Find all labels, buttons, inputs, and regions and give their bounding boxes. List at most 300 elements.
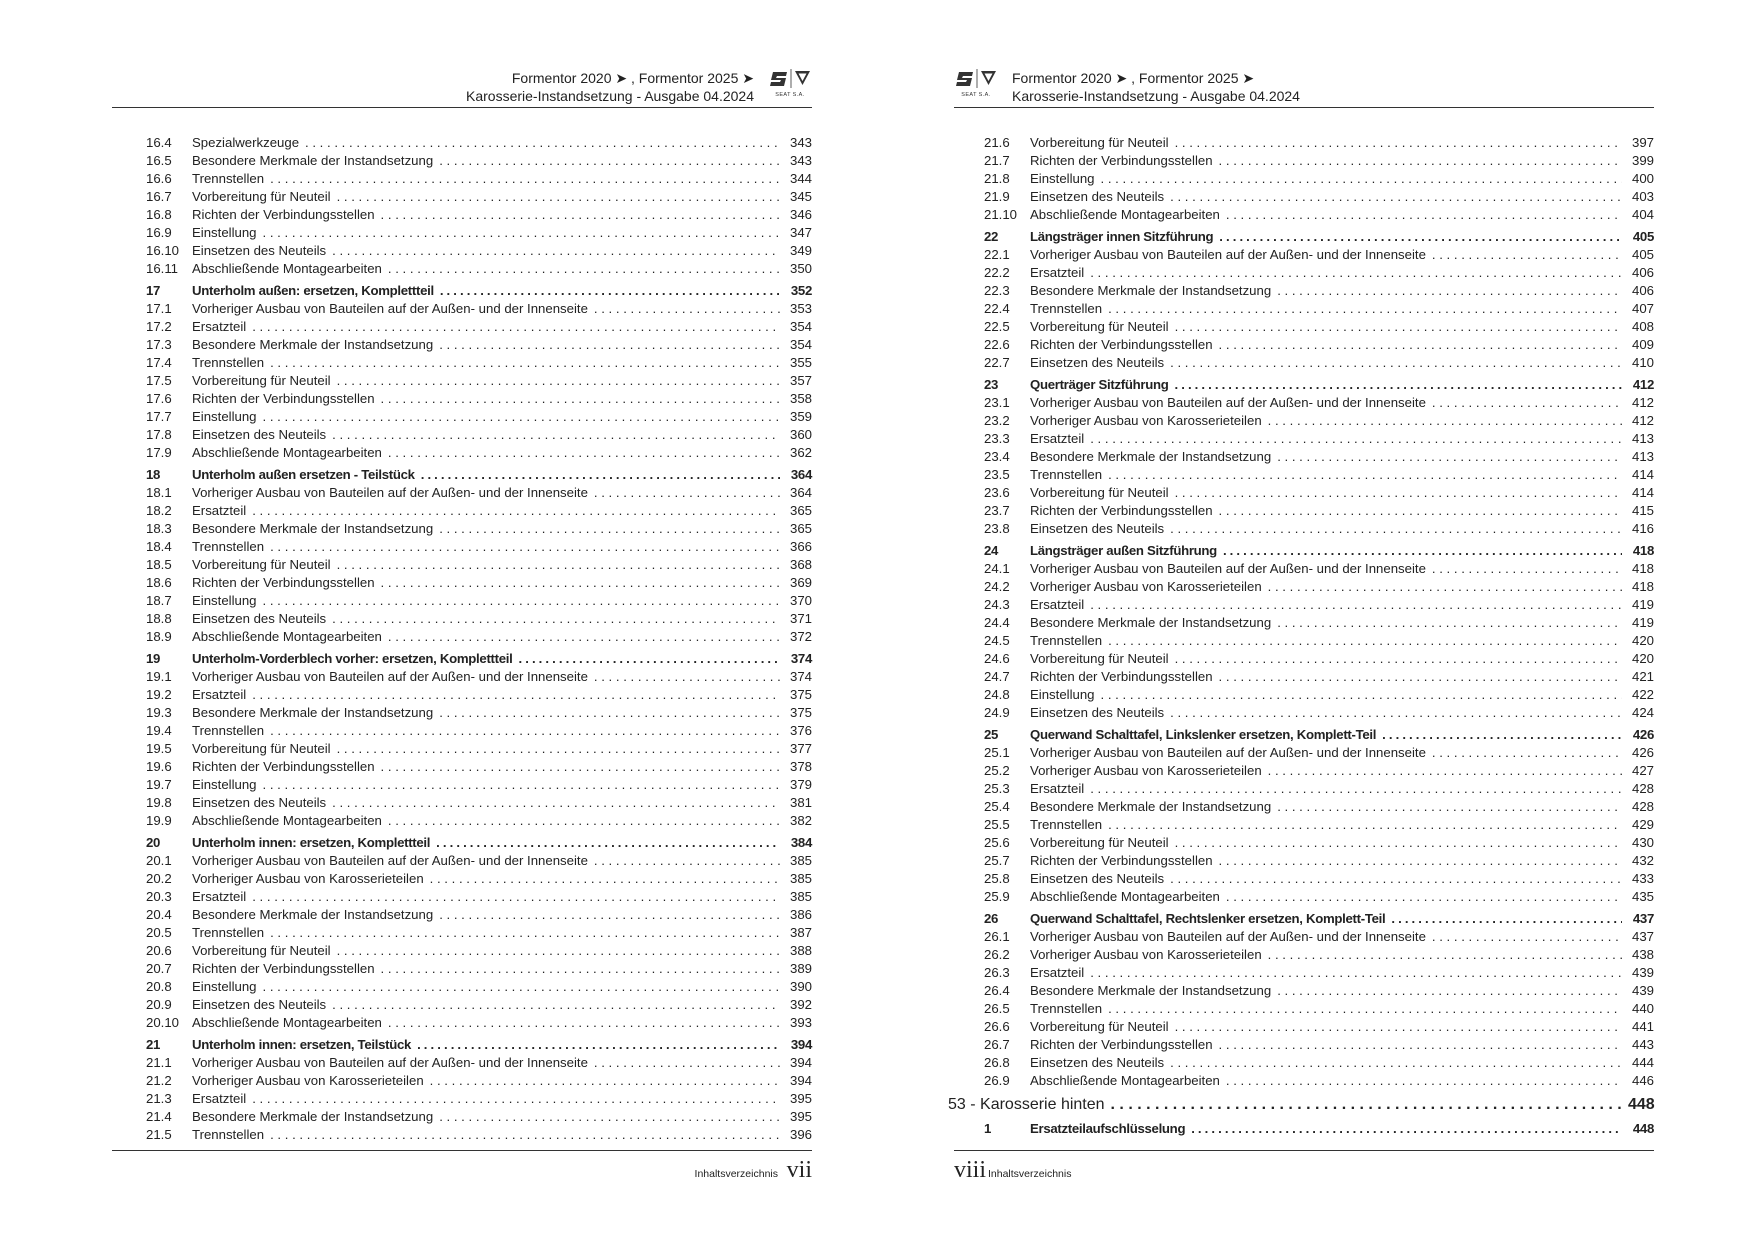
toc-entry-page: 410 [1631,355,1654,370]
toc-entry[interactable] [984,318,1654,336]
toc-entry-number: 16.9 [146,225,172,240]
toc-entry-page: 388 [789,943,812,958]
toc-chapter-entry[interactable] [146,834,812,852]
toc-entry-number: 25.1 [984,745,1010,760]
toc-entry-number: 18.9 [146,629,172,644]
toc-entry-title: Längsträger innen Sitzführung [1030,229,1214,244]
toc-entry[interactable] [146,686,812,704]
toc-entry[interactable] [984,686,1654,704]
toc-entry[interactable] [984,578,1654,596]
toc-entry-page: 392 [789,997,812,1012]
toc-entry[interactable] [984,852,1654,870]
toc-entry[interactable] [984,412,1654,430]
toc-entry[interactable] [984,560,1654,578]
toc-entry-number: 25.7 [984,853,1010,868]
toc-entry-page: 385 [789,853,812,868]
toc-entry[interactable] [146,152,812,170]
dot-leader [1101,170,1622,188]
toc-entry-number: 22.7 [984,355,1010,370]
toc-entry[interactable] [984,1018,1654,1036]
dot-leader [1268,578,1622,596]
dot-leader [1090,264,1622,282]
toc-entry-page: 354 [789,337,812,352]
toc-entry[interactable] [146,852,812,870]
toc-entry-title: Besondere Merkmale der Instandsetzung [1030,983,1272,998]
toc-entry-title: Ersatzteilaufschlüsselung [1030,1121,1186,1136]
toc-entry-page: 433 [1631,871,1654,886]
toc-entry-page: 346 [789,207,812,222]
toc-entry-number: 24.1 [984,561,1010,576]
dot-leader [1268,762,1622,780]
toc-entry[interactable] [146,978,812,996]
toc-entry-number: 18.6 [146,575,172,590]
toc-entry[interactable] [146,224,812,242]
toc-entry-title: Vorheriger Ausbau von Bauteilen auf der Außen- und der Innenseite [192,485,588,500]
toc-entry-number: 16.7 [146,189,172,204]
toc-entry[interactable] [146,668,812,686]
toc-entry-number: 23 [984,377,999,392]
dot-leader [1223,542,1622,560]
dot-leader [1170,354,1622,372]
toc-entry[interactable] [984,354,1654,372]
toc-entry-title: Richten der Verbindungsstellen [1030,503,1213,518]
dot-leader [1175,650,1622,668]
toc-entry[interactable] [984,1000,1654,1018]
dot-leader [388,812,780,830]
dot-leader [1174,376,1622,394]
dot-leader [332,996,780,1014]
toc-entry-number: 24.2 [984,579,1010,594]
dot-leader [332,610,780,628]
toc-entry-number: 17.9 [146,445,172,460]
toc-chapter-entry[interactable] [984,1120,1654,1138]
toc-entry[interactable] [146,704,812,722]
toc-entry-title: Besondere Merkmale der Instandsetzung [1030,283,1272,298]
toc-entry-title: Einstellung [192,979,257,994]
header-rule [112,107,812,108]
toc-entry[interactable] [146,206,812,224]
toc-entry[interactable] [146,574,812,592]
footer-rule [954,1150,1654,1151]
toc-entry-page: 375 [789,705,812,720]
toc-entry[interactable] [146,538,812,556]
toc-entry[interactable] [146,628,812,646]
dot-leader [430,870,780,888]
toc-entry[interactable] [984,870,1654,888]
toc-entry-number: 25.8 [984,871,1010,886]
toc-entry[interactable] [984,780,1654,798]
toc-entry[interactable] [984,632,1654,650]
toc-entry-title: Einsetzen des Neuteils [1030,521,1165,536]
toc-entry-number: 25.9 [984,889,1010,904]
toc-entry[interactable] [146,188,812,206]
dot-leader [388,444,780,462]
toc-entry[interactable] [146,260,812,278]
toc-entry[interactable] [984,964,1654,982]
toc-entry[interactable] [984,888,1654,906]
dot-leader [252,318,780,336]
toc-entry[interactable] [984,668,1654,686]
dot-leader [381,390,780,408]
toc-entry-number: 25.5 [984,817,1010,832]
dot-leader [1108,466,1622,484]
toc-entry-title: Abschließende Montagearbeiten [192,813,382,828]
toc-entry[interactable] [984,430,1654,448]
toc-entry-page: 412 [1632,377,1654,392]
toc-entry-page: 376 [789,723,812,738]
toc-entry-number: 25.3 [984,781,1010,796]
toc-entry-page: 424 [1631,705,1654,720]
toc-entry-title: Einsetzen des Neuteils [192,795,327,810]
toc-entry-page: 426 [1632,727,1654,742]
footer-label: Inhaltsverzeichnis [694,1168,778,1180]
toc-entry-page: 407 [1631,301,1654,316]
toc-entry[interactable] [146,740,812,758]
toc-entry[interactable] [984,206,1654,224]
dot-leader [252,888,780,906]
toc-entry-page: 437 [1632,911,1654,926]
toc-entry[interactable] [984,816,1654,834]
toc-entry-page: 370 [789,593,812,608]
toc-entry[interactable] [984,300,1654,318]
toc-entry[interactable] [984,134,1654,152]
dot-leader [1090,964,1622,982]
toc-entry[interactable] [146,408,812,426]
toc-entry[interactable] [146,170,812,188]
toc-entry[interactable] [146,336,812,354]
dot-leader [1432,928,1622,946]
dot-leader [270,354,780,372]
dot-leader [1219,668,1622,686]
toc-entry-number: 18.2 [146,503,172,518]
dot-leader [332,426,780,444]
dot-leader [1382,726,1622,744]
dot-leader [1277,798,1622,816]
toc-entry-page: 406 [1631,265,1654,280]
toc-entry-title: Abschließende Montagearbeiten [1030,1073,1220,1088]
toc-entry-title: Vorbereitung für Neuteil [192,557,331,572]
toc-entry[interactable] [146,1126,812,1144]
toc-entry[interactable] [146,242,812,260]
toc-entry[interactable] [146,794,812,812]
toc-entry[interactable] [146,484,812,502]
toc-chapter-entry[interactable] [984,228,1654,246]
dot-leader [1268,946,1622,964]
toc-chapter-entry[interactable] [146,650,812,668]
toc-entry-page: 395 [789,1091,812,1106]
dot-leader [337,188,780,206]
dot-leader [252,502,780,520]
dot-leader [1226,888,1622,906]
toc-chapter-entry[interactable] [984,726,1654,744]
toc-entry-number: 24.7 [984,669,1010,684]
dot-leader [439,336,780,354]
dot-leader [270,170,780,188]
toc-entry-page: 414 [1631,485,1654,500]
toc-entry[interactable] [146,390,812,408]
toc-entry-title: Richten der Verbindungsstellen [1030,1037,1213,1052]
toc-entry[interactable] [984,928,1654,946]
toc-entry-title: Einsetzen des Neuteils [1030,189,1165,204]
toc-entry-number: 20 [146,835,161,850]
toc-entry-title: Vorbereitung für Neuteil [192,943,331,958]
toc-entry-page: 443 [1631,1037,1654,1052]
toc-chapter-entry[interactable] [146,1036,812,1054]
toc-entry-title: Besondere Merkmale der Instandsetzung [192,337,434,352]
dot-leader [263,408,780,426]
toc-list [948,134,1655,1138]
toc-entry[interactable] [146,906,812,924]
toc-entry[interactable] [146,556,812,574]
toc-entry-page: 347 [789,225,812,240]
dot-leader [1432,394,1622,412]
toc-entry[interactable] [146,134,812,152]
toc-entry-title: Besondere Merkmale der Instandsetzung [192,1109,434,1124]
toc-entry[interactable] [146,996,812,1014]
toc-entry-number: 22.6 [984,337,1010,352]
toc-entry-title: Besondere Merkmale der Instandsetzung [1030,799,1272,814]
toc-entry[interactable] [984,650,1654,668]
toc-section-heading[interactable] [948,1094,1654,1116]
toc-entry-title: Ersatzteil [192,687,247,702]
toc-entry-number: 18.8 [146,611,172,626]
toc-entry[interactable] [984,188,1654,206]
toc-entry[interactable] [146,300,812,318]
toc-entry-number: 20.10 [146,1015,180,1030]
dot-leader [1170,704,1622,722]
toc-entry-number: 26.8 [984,1055,1010,1070]
toc-entry[interactable] [146,960,812,978]
toc-entry[interactable] [984,484,1654,502]
dot-leader [1219,1036,1622,1054]
toc-entry-page: 408 [1631,319,1654,334]
toc-entry-page: 404 [1631,207,1654,222]
toc-entry-title: Vorbereitung für Neuteil [192,189,331,204]
toc-entry-title: Längsträger außen Sitzführung [1030,543,1217,558]
toc-entry[interactable] [984,1036,1654,1054]
toc-entry[interactable] [984,520,1654,538]
toc-entry-page: 413 [1631,449,1654,464]
toc-entry-page: 426 [1631,745,1654,760]
toc-entry-page: 343 [789,135,812,150]
toc-entry[interactable] [146,318,812,336]
toc-entry-number: 23.4 [984,449,1010,464]
toc-entry[interactable] [984,834,1654,852]
toc-entry[interactable] [146,520,812,538]
toc-entry-number: 18 [146,467,161,482]
toc-entry-title: Trennstellen [192,355,265,370]
toc-entry-title: 53 - Karosserie hinten [948,1096,1105,1113]
toc-chapter-entry[interactable] [984,542,1654,560]
toc-entry-page: 405 [1632,229,1654,244]
toc-chapter-entry[interactable] [984,910,1654,928]
toc-entry-page: 418 [1632,543,1654,558]
toc-entry-title: Unterholm innen: ersetzen, Teilstück [192,1037,412,1052]
toc-entry[interactable] [146,354,812,372]
dot-leader [421,466,780,484]
toc-entry[interactable] [984,282,1654,300]
toc-entry-page: 397 [1631,135,1654,150]
dot-leader [332,242,780,260]
toc-entry-title: Trennstellen [192,539,265,554]
toc-entry[interactable] [984,982,1654,1000]
toc-entry[interactable] [146,812,812,830]
toc-entry-title: Vorheriger Ausbau von Bauteilen auf der Außen- und der Innenseite [192,853,588,868]
toc-entry-title: Richten der Verbindungsstellen [192,207,375,222]
toc-entry-number: 25.4 [984,799,1010,814]
toc-entry[interactable] [146,924,812,942]
toc-entry-number: 19.6 [146,759,172,774]
toc-entry-title: Einstellung [192,777,257,792]
toc-entry-page: 364 [790,467,812,482]
toc-entry-number: 19.9 [146,813,172,828]
toc-entry-title: Abschließende Montagearbeiten [192,1015,382,1030]
toc-entry-page: 362 [789,445,812,460]
toc-entry[interactable] [146,592,812,610]
toc-entry[interactable] [984,614,1654,632]
logo-caption: SEAT S.A. [961,92,991,98]
dot-leader [1277,448,1622,466]
toc-entry-page: 394 [789,1055,812,1070]
toc-entry-number: 21.10 [984,207,1018,222]
toc-entry[interactable] [984,596,1654,614]
toc-entry-title: Trennstellen [1030,1001,1103,1016]
toc-entry-title: Vorheriger Ausbau von Bauteilen auf der Außen- und der Innenseite [192,301,588,316]
dot-leader [1170,870,1622,888]
toc-entry-page: 413 [1631,431,1654,446]
toc-entry[interactable] [984,946,1654,964]
toc-entry[interactable] [984,704,1654,722]
right-page-footer [954,1150,1654,1190]
toc-entry[interactable] [146,444,812,462]
toc-entry-title: Trennstellen [1030,633,1103,648]
toc-entry-number: 24.8 [984,687,1010,702]
toc-entry[interactable] [146,372,812,390]
dot-leader [594,852,780,870]
toc-chapter-entry[interactable] [146,466,812,484]
dot-leader [436,834,780,852]
toc-entry[interactable] [146,942,812,960]
toc-entry-page: 409 [1631,337,1654,352]
toc-entry-number: 22.1 [984,247,1010,262]
dot-leader [270,924,780,942]
toc-entry-number: 21 [146,1037,161,1052]
toc-entry-page: 422 [1631,687,1654,702]
dot-leader [439,906,780,924]
left-page-footer [112,1150,812,1190]
header-model-line: Formentor 2020 ➤ , Formentor 2025 ➤ [511,70,754,86]
toc-entry-number: 22.2 [984,265,1010,280]
logo-caption: SEAT S.A. [775,92,805,98]
toc-entry[interactable] [146,610,812,628]
toc-entry-page: 387 [789,925,812,940]
toc-entry[interactable] [146,758,812,776]
toc-entry[interactable] [984,394,1654,412]
toc-entry[interactable] [146,776,812,794]
toc-entry-page: 444 [1631,1055,1654,1070]
toc-entry[interactable] [984,798,1654,816]
toc-entry-page: 441 [1631,1019,1654,1034]
toc-entry-page: 405 [1631,247,1654,262]
toc-entry-title: Vorheriger Ausbau von Karosserieteilen [1030,579,1262,594]
toc-entry[interactable] [984,170,1654,188]
dot-leader [1226,206,1622,224]
dot-leader [337,556,780,574]
dot-leader [263,592,780,610]
dot-leader [1090,596,1622,614]
right-page-header [954,66,1654,108]
toc-entry[interactable] [146,426,812,444]
toc-entry-number: 26.7 [984,1037,1010,1052]
toc-entry-page: 427 [1631,763,1654,778]
toc-entry[interactable] [146,1014,812,1032]
toc-entry-page: 412 [1631,413,1654,428]
toc-entry-page: 428 [1631,799,1654,814]
toc-entry-page: 415 [1631,503,1654,518]
toc-entry[interactable] [984,448,1654,466]
toc-entry-title: Trennstellen [192,1127,265,1142]
toc-entry[interactable] [146,1108,812,1126]
right-page [948,0,1674,1239]
dot-leader [519,650,781,668]
toc-entry-number: 22 [984,229,999,244]
toc-entry-number: 17.6 [146,391,172,406]
toc-entry-number: 19.7 [146,777,172,792]
toc-entry[interactable] [984,152,1654,170]
toc-entry-title: Trennstellen [192,171,265,186]
toc-list [146,134,812,1144]
toc-entry[interactable] [984,762,1654,780]
toc-entry[interactable] [146,722,812,740]
toc-entry[interactable] [146,888,812,906]
dot-leader [1108,300,1622,318]
toc-entry[interactable] [146,1054,812,1072]
toc-entry[interactable] [984,1054,1654,1072]
toc-entry-page: 350 [789,261,812,276]
toc-entry-number: 20.2 [146,871,172,886]
toc-entry-page: 390 [789,979,812,994]
toc-entry[interactable] [984,744,1654,762]
toc-entry[interactable] [984,246,1654,264]
toc-entry[interactable] [146,870,812,888]
toc-entry-page: 385 [789,889,812,904]
toc-entry-number: 24.3 [984,597,1010,612]
toc-entry[interactable] [146,1090,812,1108]
toc-entry[interactable] [984,264,1654,282]
toc-entry[interactable] [984,502,1654,520]
toc-entry[interactable] [984,1072,1654,1090]
toc-entry[interactable] [984,336,1654,354]
toc-chapter-entry[interactable] [984,376,1654,394]
toc-entry[interactable] [146,502,812,520]
toc-entry-number: 24.9 [984,705,1010,720]
toc-entry[interactable] [146,1072,812,1090]
dot-leader [1277,614,1622,632]
toc-entry[interactable] [984,466,1654,484]
toc-entry-title: Einsetzen des Neuteils [1030,355,1165,370]
toc-entry-title: Ersatzteil [1030,265,1085,280]
dot-leader [252,686,780,704]
toc-entry-title: Ersatzteil [192,889,247,904]
toc-entry-number: 26.1 [984,929,1010,944]
toc-entry-number: 21.6 [984,135,1010,150]
toc-entry-number: 26.2 [984,947,1010,962]
toc-entry-page: 439 [1631,965,1654,980]
dot-leader [381,960,780,978]
toc-entry-title: Richten der Verbindungsstellen [192,759,375,774]
toc-chapter-entry[interactable] [146,282,812,300]
toc-entry-page: 429 [1631,817,1654,832]
